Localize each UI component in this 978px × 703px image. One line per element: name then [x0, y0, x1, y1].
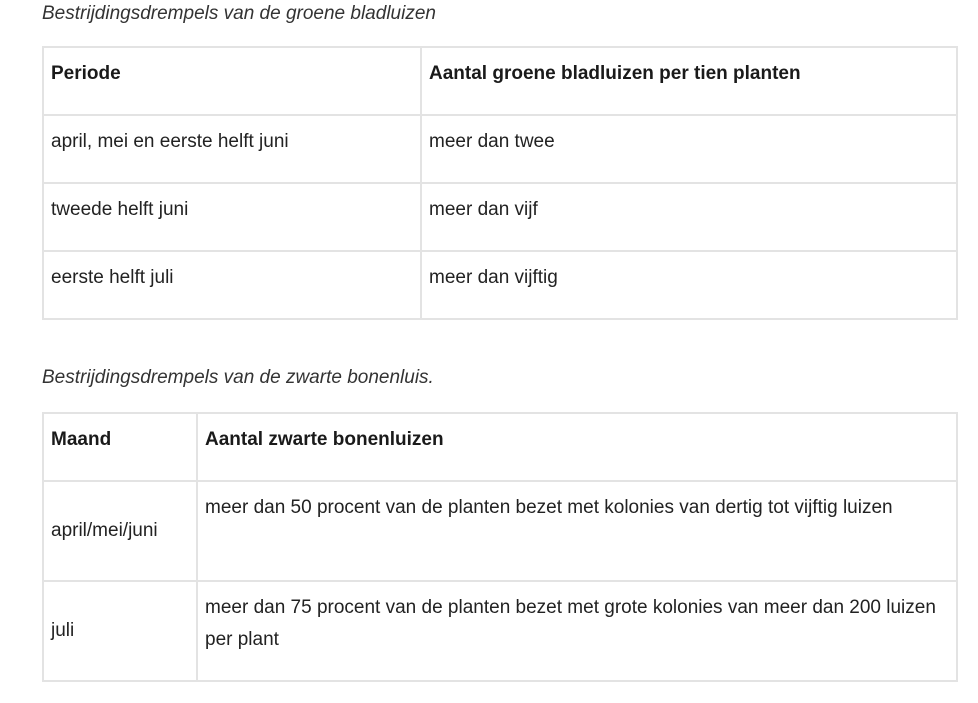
table-row — [43, 183, 957, 251]
cell-month: april/mei/juni — [43, 481, 197, 581]
table-row — [43, 481, 957, 581]
cell-threshold: meer dan vijf — [421, 183, 957, 251]
table-header-row — [43, 47, 957, 115]
header-period: Periode — [43, 47, 421, 115]
table-row — [43, 115, 957, 183]
table1-caption: Bestrijdingsdrempels van de groene bladluizen — [42, 3, 436, 24]
cell-period: eerste helft juli — [43, 251, 421, 319]
cell-threshold: meer dan 50 procent van de planten bezet met kolonies van dertig tot vijftig luizen — [197, 481, 957, 581]
header-month: Maand — [43, 413, 197, 481]
black-bean-aphid-threshold-table — [42, 412, 958, 682]
header-green-aphid-count: Aantal groene bladluizen per tien planten — [421, 47, 957, 115]
table-header-row — [43, 413, 957, 481]
header-black-aphid-count: Aantal zwarte bonenluizen — [197, 413, 957, 481]
cell-threshold: meer dan twee — [421, 115, 957, 183]
cell-month: juli — [43, 581, 197, 681]
table-row — [43, 251, 957, 319]
cell-threshold: meer dan vijftig — [421, 251, 957, 319]
table-row — [43, 581, 957, 681]
table2-caption: Bestrijdingsdrempels van de zwarte bonenluis. — [42, 367, 434, 388]
cell-threshold: meer dan 75 procent van de planten bezet met grote kolonies van meer dan 200 luizen per plant — [197, 581, 957, 681]
cell-period: april, mei en eerste helft juni — [43, 115, 421, 183]
cell-period: tweede helft juni — [43, 183, 421, 251]
green-aphid-threshold-table — [42, 46, 958, 320]
